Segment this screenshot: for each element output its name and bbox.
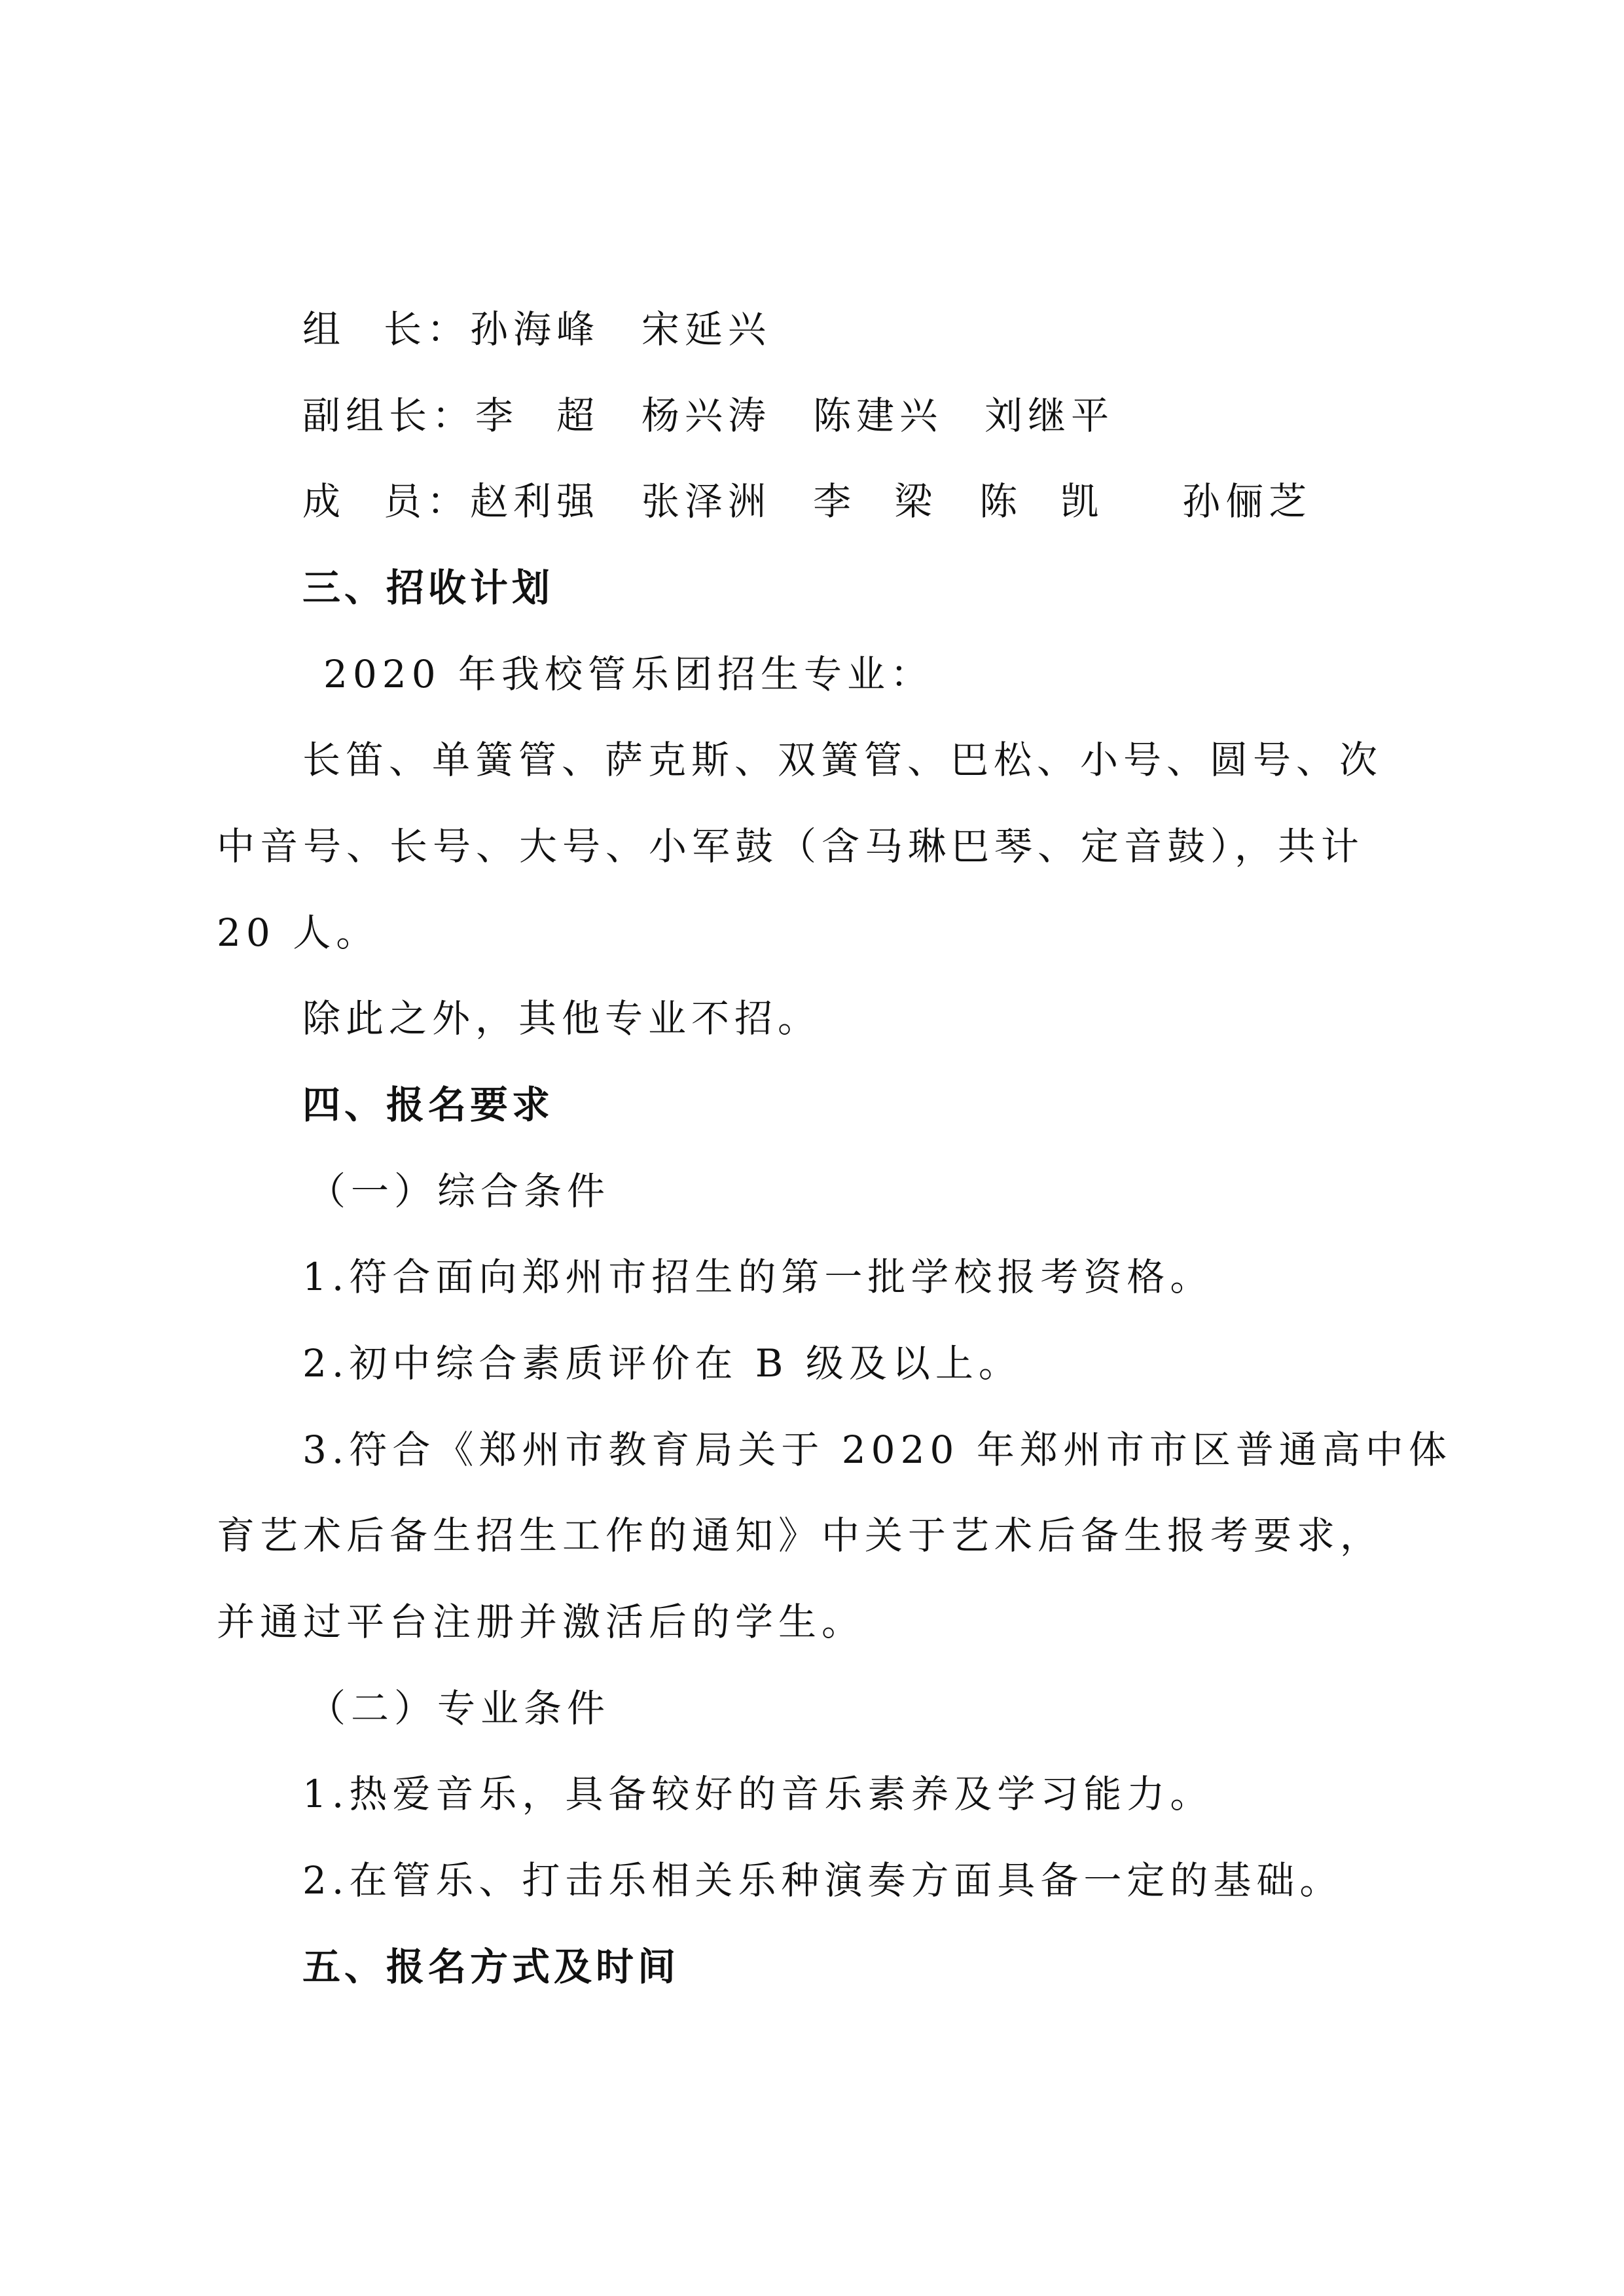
professional-item-2: 2.在管乐、打击乐相关乐种演奏方面具备一定的基础。: [302, 1858, 1343, 1903]
member-name-1: 赵利强: [470, 479, 600, 524]
member-name-2: 张泽洲: [641, 479, 772, 524]
leader-label-second: 长：: [384, 307, 471, 351]
member-label-second: 员：: [384, 479, 471, 524]
section3-intro: 2020 年我校管乐团招生专业：: [323, 652, 934, 696]
majors-line-3: 20 人。: [217, 910, 380, 955]
section5-heading: 五、报名方式及时间: [302, 1945, 680, 1989]
leader-label-first: 组: [302, 307, 346, 351]
majors-line-2: 中音号、长号、大号、小军鼓（含马琳巴琴、定音鼓），共计: [217, 824, 1365, 869]
section4-subheading-general: （一）综合条件: [308, 1169, 611, 1213]
general-item-3-line-3: 并通过平台注册并激活后的学生。: [217, 1600, 865, 1644]
member-name-4-first: 陈: [979, 479, 1023, 524]
section4-subheading-professional: （二）专业条件: [308, 1686, 611, 1731]
section3-heading: 三、招收计划: [302, 565, 554, 610]
committee-deputy-line: [302, 389, 1114, 442]
professional-item-1: 1.热爱音乐，具备较好的音乐素养及学习能力。: [302, 1772, 1214, 1816]
section3-note: 除此之外，其他专业不招。: [302, 996, 821, 1041]
committee-member-line: [302, 475, 1312, 528]
general-item-3-line-2: 育艺术后备生招生工作的通知》中关于艺术后备生报考要求，: [217, 1513, 1384, 1558]
leader-name-1: 孙海峰: [470, 307, 600, 351]
deputy-name-4: 刘继平: [984, 393, 1115, 438]
deputy-name-2: 杨兴涛: [641, 393, 772, 438]
member-name-3-first: 李: [813, 479, 857, 524]
section4-heading: 四、报名要求: [302, 1083, 554, 1127]
general-item-1: 1.符合面向郑州市招生的第一批学校报考资格。: [302, 1255, 1214, 1299]
deputy-name-1-second: 超: [556, 393, 600, 438]
deputy-name-1-first: 李: [475, 393, 519, 438]
member-name-4-second: 凯: [1060, 479, 1104, 524]
member-name-5: 孙俪芝: [1182, 479, 1312, 524]
deputy-name-3: 陈建兴: [813, 393, 943, 438]
member-name-3-second: 梁: [894, 479, 938, 524]
member-label-first: 成: [302, 479, 346, 524]
majors-line-1: 长笛、单簧管、萨克斯、双簧管、巴松、小号、圆号、次: [302, 738, 1383, 782]
general-item-3-line-1: 3.符合《郑州市教育局关于 2020 年郑州市市区普通高中体: [302, 1427, 1452, 1472]
committee-leader-line: [302, 303, 771, 355]
general-item-2: 2.初中综合素质评价在 B 级及以上。: [302, 1341, 1022, 1386]
leader-name-2: 宋延兴: [641, 307, 772, 351]
deputy-label: 副组长：: [302, 393, 476, 438]
